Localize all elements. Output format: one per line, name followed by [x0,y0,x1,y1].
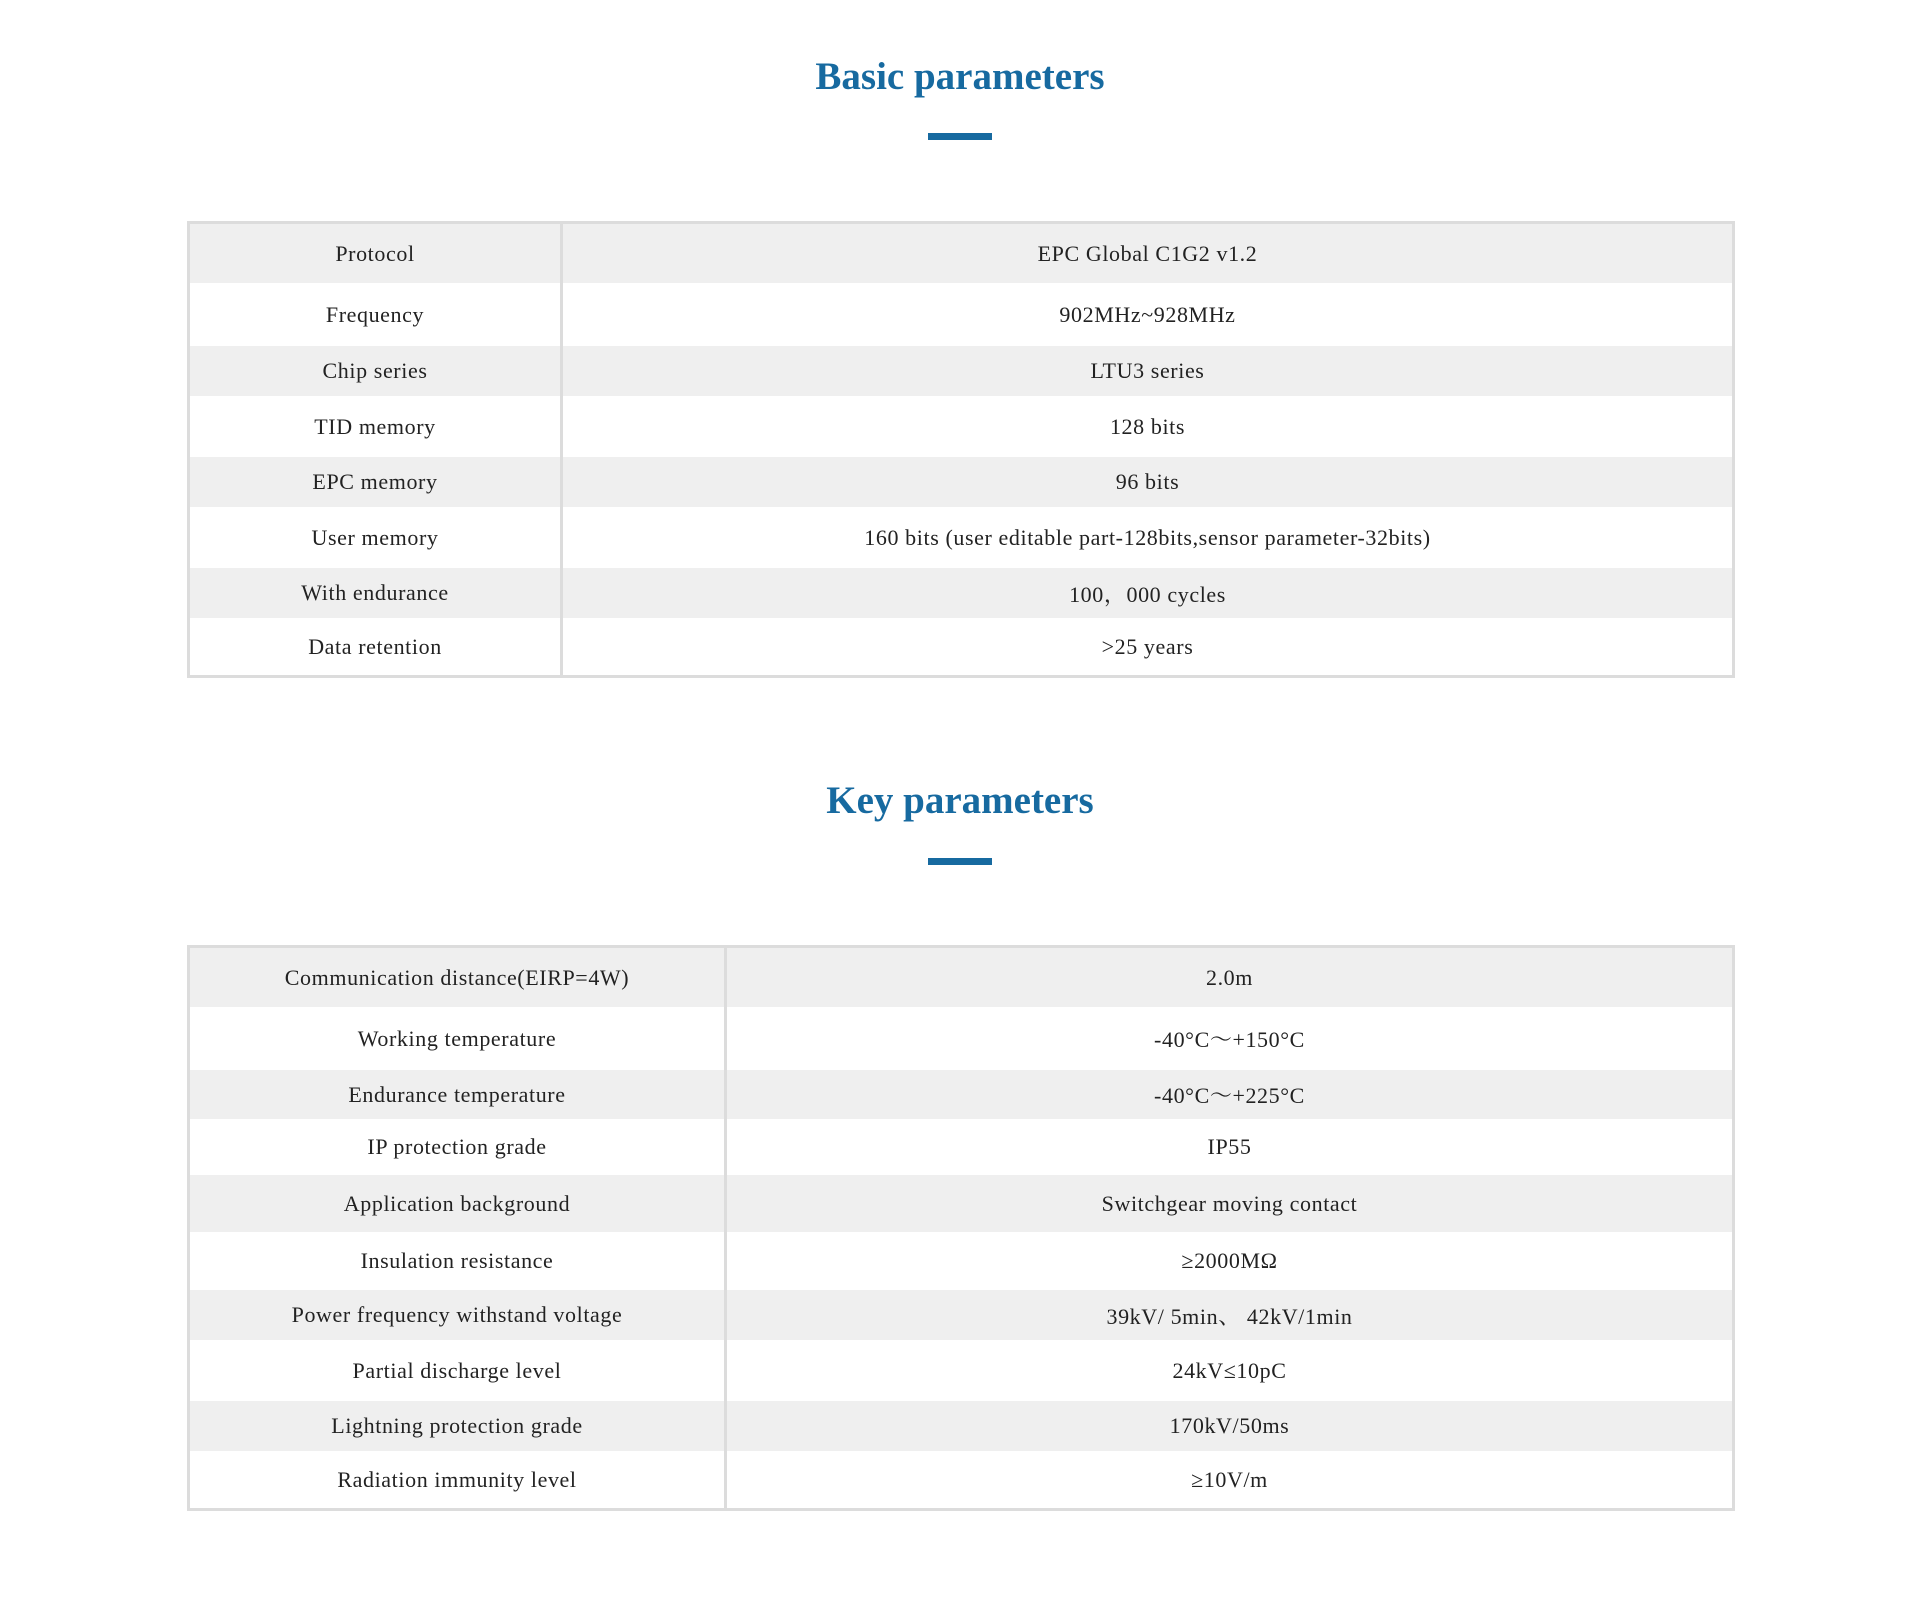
parameter-value: ≥2000MΩ [1181,1248,1278,1273]
table-row [190,507,1732,568]
table-row [190,1451,1732,1508]
key-parameters-table [187,945,1735,1511]
table-row [190,283,1732,346]
parameter-label: Lightning protection grade [190,1401,727,1451]
table-row [190,1007,1732,1070]
table-row [190,1070,1732,1119]
table-row [190,1290,1732,1340]
parameter-label: Endurance temperature [190,1070,727,1119]
parameter-label: IP protection grade [190,1119,727,1175]
parameter-value: 24kV≤10pC [1172,1357,1287,1383]
table-row [190,1401,1732,1451]
key-title-underline [928,858,992,865]
table-row [190,396,1732,457]
parameter-label: EPC memory [190,457,563,507]
parameter-value: 96 bits [1115,469,1180,494]
basic-parameters-table [187,221,1735,678]
parameter-value: -40°C～+150°C [1154,1027,1305,1052]
parameter-value: 100，000 cycles [1069,581,1226,607]
table-row [190,618,1732,675]
parameter-label: Radiation immunity level [190,1451,727,1508]
parameter-value: 160 bits (user editable part-128bits,sensor parameter-32bits) [864,524,1431,550]
parameter-label: Communication distance(EIRP=4W) [190,948,727,1007]
parameter-label: Partial discharge level [190,1340,727,1401]
parameter-value: -40°C～+225°C [1154,1083,1305,1108]
parameter-label: Protocol [190,224,563,283]
parameter-value: >25 years [1101,633,1194,659]
parameter-label: Insulation resistance [190,1232,727,1290]
table-row [190,1340,1732,1401]
parameter-label: With endurance [190,568,563,618]
table-row [190,457,1732,507]
parameter-label: Frequency [190,283,563,346]
parameter-label: Data retention [190,618,563,675]
parameter-label: TID memory [190,396,563,457]
parameter-value: LTU3 series [1090,358,1205,383]
parameter-value: 170kV/50ms [1169,1413,1290,1438]
basic-title-underline [928,133,992,140]
table-row [190,1232,1732,1290]
parameter-value: EPC Global C1G2 v1.2 [1037,240,1258,266]
table-row [190,1119,1732,1175]
parameter-label: Working temperature [190,1007,727,1070]
table-row [190,568,1732,618]
parameter-value: ≥10V/m [1191,1466,1268,1492]
parameter-value: 39kV/ 5min、 42kV/1min [1106,1303,1353,1329]
table-row [190,948,1732,1007]
table-row [190,224,1732,283]
parameter-label: Application background [190,1175,727,1232]
parameter-label: User memory [190,507,563,568]
parameter-value: 128 bits [1109,413,1186,439]
parameter-value: 2.0m [1205,964,1253,990]
basic-parameters-title: Basic parameters [815,55,1105,98]
parameter-value: Switchgear moving contact [1101,1190,1358,1216]
parameter-value: 902MHz~928MHz [1059,301,1236,327]
key-parameters-title: Key parameters [826,779,1094,822]
parameter-label: Chip series [190,346,563,396]
table-row [190,1175,1732,1232]
parameter-label: Power frequency withstand voltage [190,1290,727,1340]
parameter-value: IP55 [1207,1134,1252,1159]
table-row [190,346,1732,396]
